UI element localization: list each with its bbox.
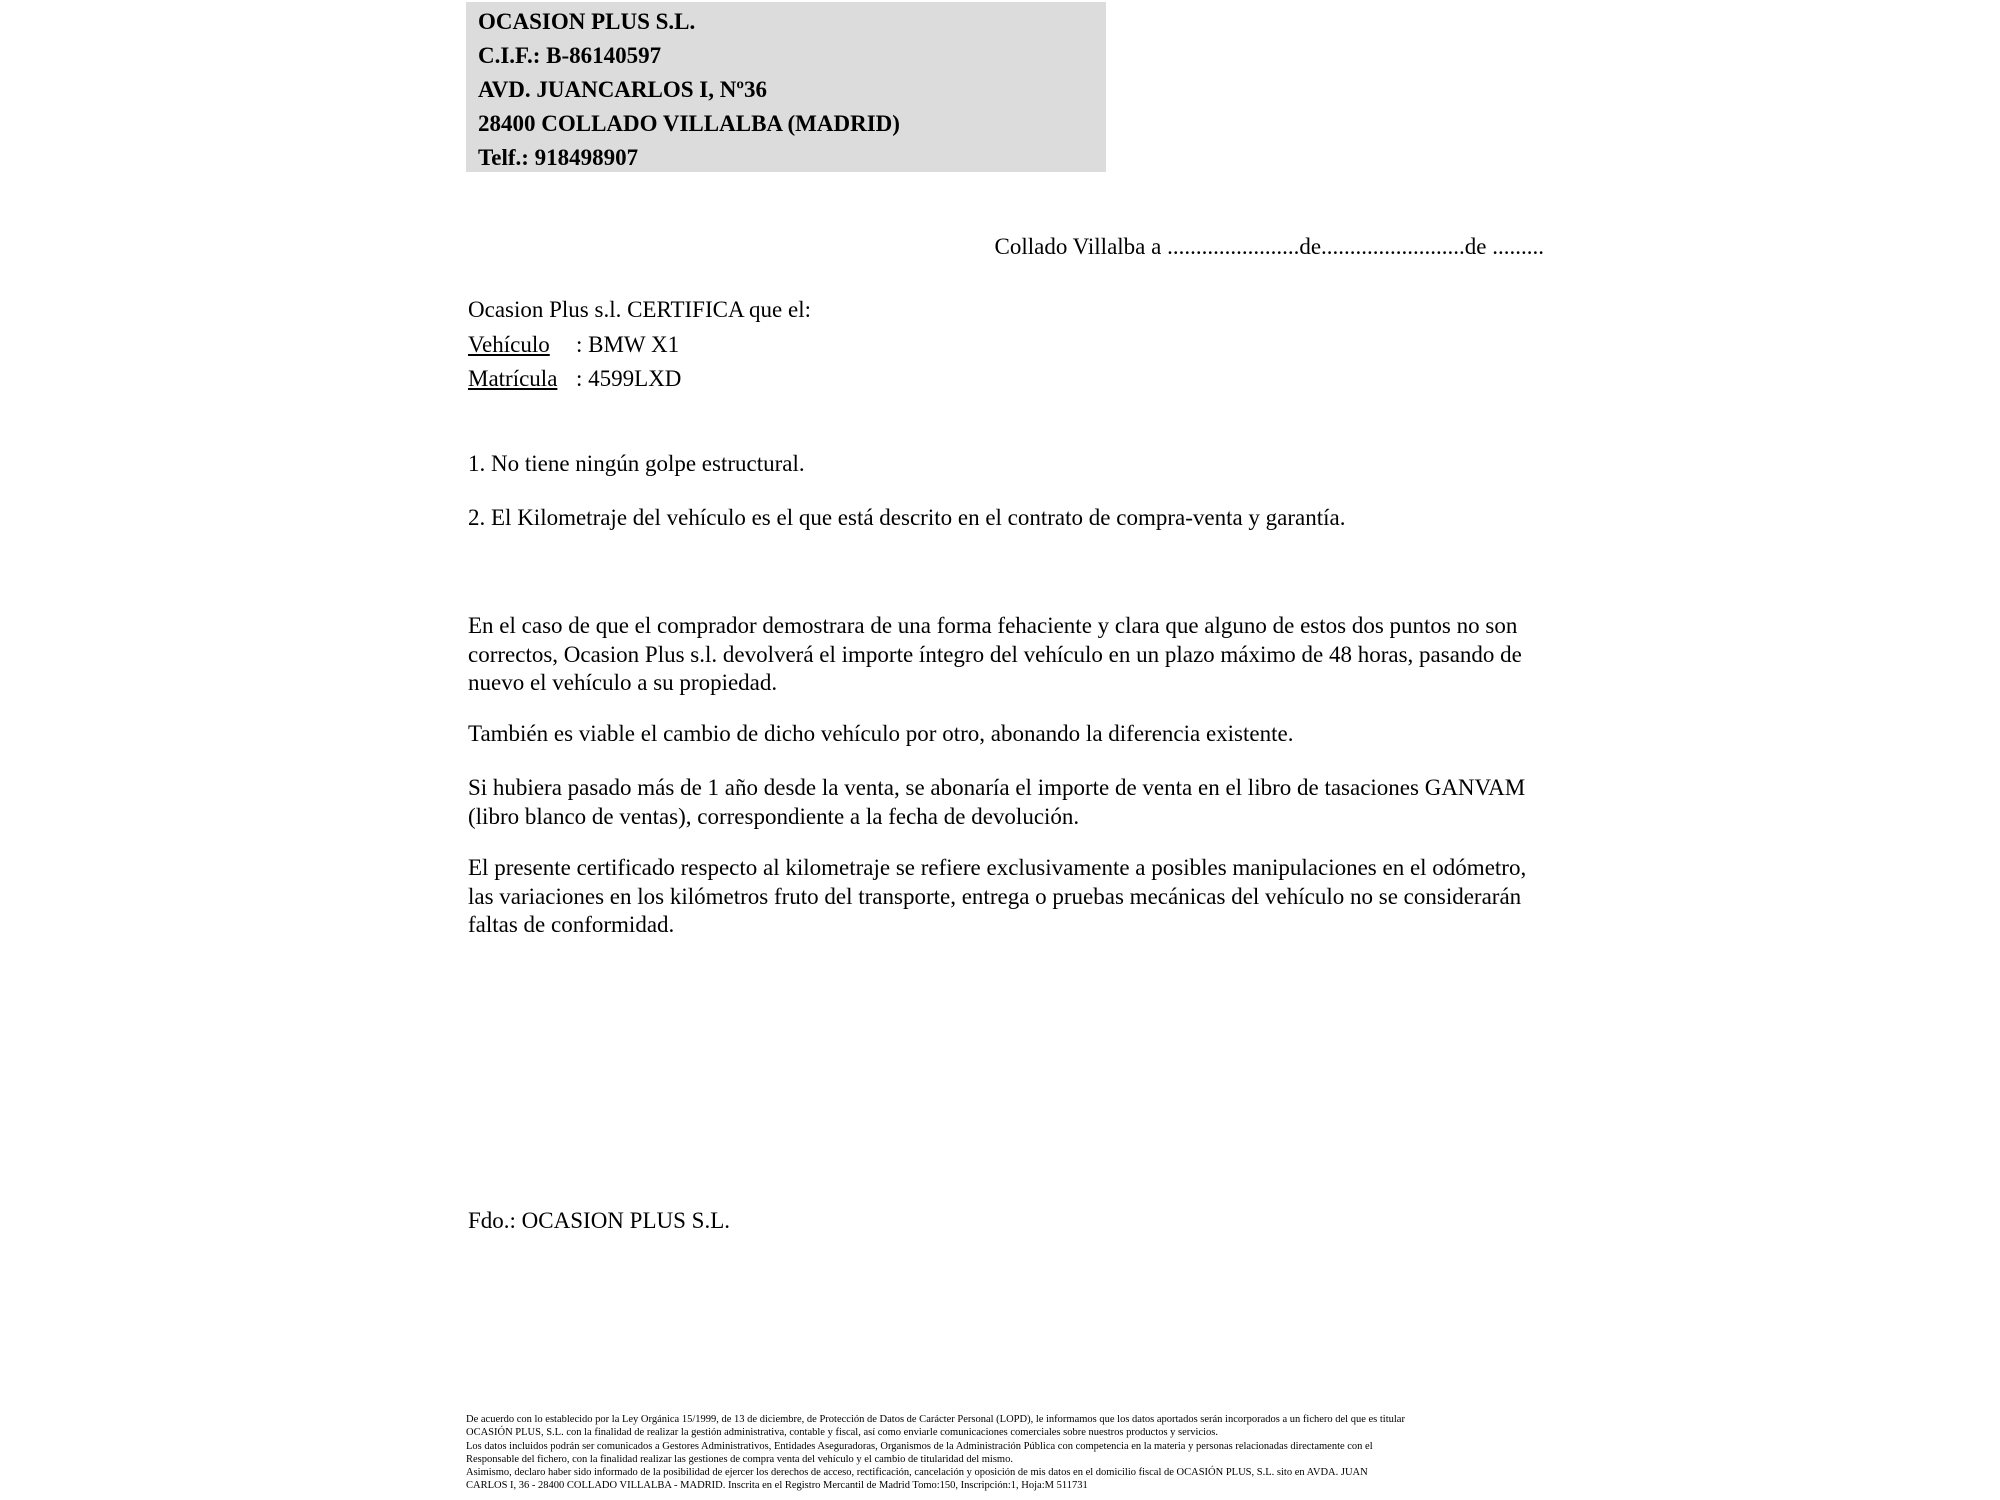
vehicle-row [468,328,679,362]
legal-footer-line: Responsable del fichero, con la finalidad realizar las gestiones de compra venta del vehículo y el cambio de titularidad del mismo. [466,1453,1013,1465]
legal-footer [466,1413,1626,1493]
company-name: OCASION PLUS S.L. [478,9,696,34]
ganvam-clause-paragraph: Si hubiera pasado más de 1 año desde la venta, se abonaría el importe de venta en el libro de tasaciones GANVAM (libro blanco de ventas), correspondiente a la fecha de devolución. [468,775,1526,829]
plate-row [468,362,681,396]
certified-point-2: 2. El Kilometraje del vehículo es el que está descrito en el contrato de compra-venta y garantía. [468,505,1346,530]
company-header-box [466,2,1106,172]
plate-label-container [468,362,576,396]
certified-point-1: 1. No tiene ningún golpe estructural. [468,451,805,476]
company-address: AVD. JUANCARLOS I, Nº36 [478,77,767,102]
exchange-clause-paragraph: También es viable el cambio de dicho vehículo por otro, abonando la diferencia existente. [468,721,1294,746]
legal-footer-line: Asimismo, declaro haber sido informado de la posibilidad de ejercer los derechos de acceso, rectificación, cancelación y oposición de mis datos en el domicilio fiscal de OCASIÓN PLUS, S.L. sito en AVDA. JUAN [466,1467,1368,1479]
plate-value: : 4599LXD [576,366,682,391]
legal-footer-line: OCASIÓN PLUS, S.L. con la finalidad de realizar la gestión administrativa, contable y fiscal, así como enviarle comunicaciones comerciales sobre nuestros productos y servicios. [466,1427,1218,1439]
certify-intro: Ocasion Plus s.l. CERTIFICA que el: [468,297,811,322]
odometer-clause-paragraph: El presente certificado respecto al kilometraje se refiere exclusivamente a posibles manipulaciones en el odómetro, las variaciones en los kilómetros fruto del transporte, entrega o pruebas mecánicas del vehículo no se considerarán faltas de conformidad. [468,855,1527,937]
company-cif: C.I.F.: B-86140597 [478,43,662,68]
date-fill-in-line: Collado Villalba a .......................de.........................de ......... [994,234,1544,259]
vehicle-label: Vehículo [468,332,550,357]
legal-footer-line: CARLOS I, 36 - 28400 COLLADO VILLALBA - MADRID. Inscrita en el Registro Mercantil de Madrid Tomo:150, Inscripción:1, Hoja:M 511731 [466,1480,1088,1492]
company-phone: Telf.: 918498907 [478,145,639,170]
legal-footer-line: De acuerdo con lo establecido por la Ley Orgánica 15/1999, de 13 de diciembre, de Protección de Datos de Carácter Personal (LOPD), le informamos que los datos aportados serán incorporados a un fichero del que es titular [466,1414,1405,1425]
legal-footer-line: Los datos incluidos podrán ser comunicados a Gestores Administrativos, Entidades Aseguradoras, Organismos de la Administración Pública con competencia en la materia y personas relacionadas directamente con el [466,1440,1373,1452]
company-city: 28400 COLLADO VILLALBA (MADRID) [478,111,900,136]
signature-line: Fdo.: OCASION PLUS S.L. [468,1208,730,1233]
refund-clause-paragraph: En el caso de que el comprador demostrara de una forma fehaciente y clara que alguno de estos dos puntos no son correctos, Ocasion Plus s.l. devolverá el importe íntegro del vehículo en un plazo máximo de 48 horas, pasando de nuevo el vehículo a su propiedad. [468,613,1522,695]
vehicle-label-container [468,328,576,362]
vehicle-value: : BMW X1 [576,332,680,357]
plate-label: Matrícula [468,366,558,391]
